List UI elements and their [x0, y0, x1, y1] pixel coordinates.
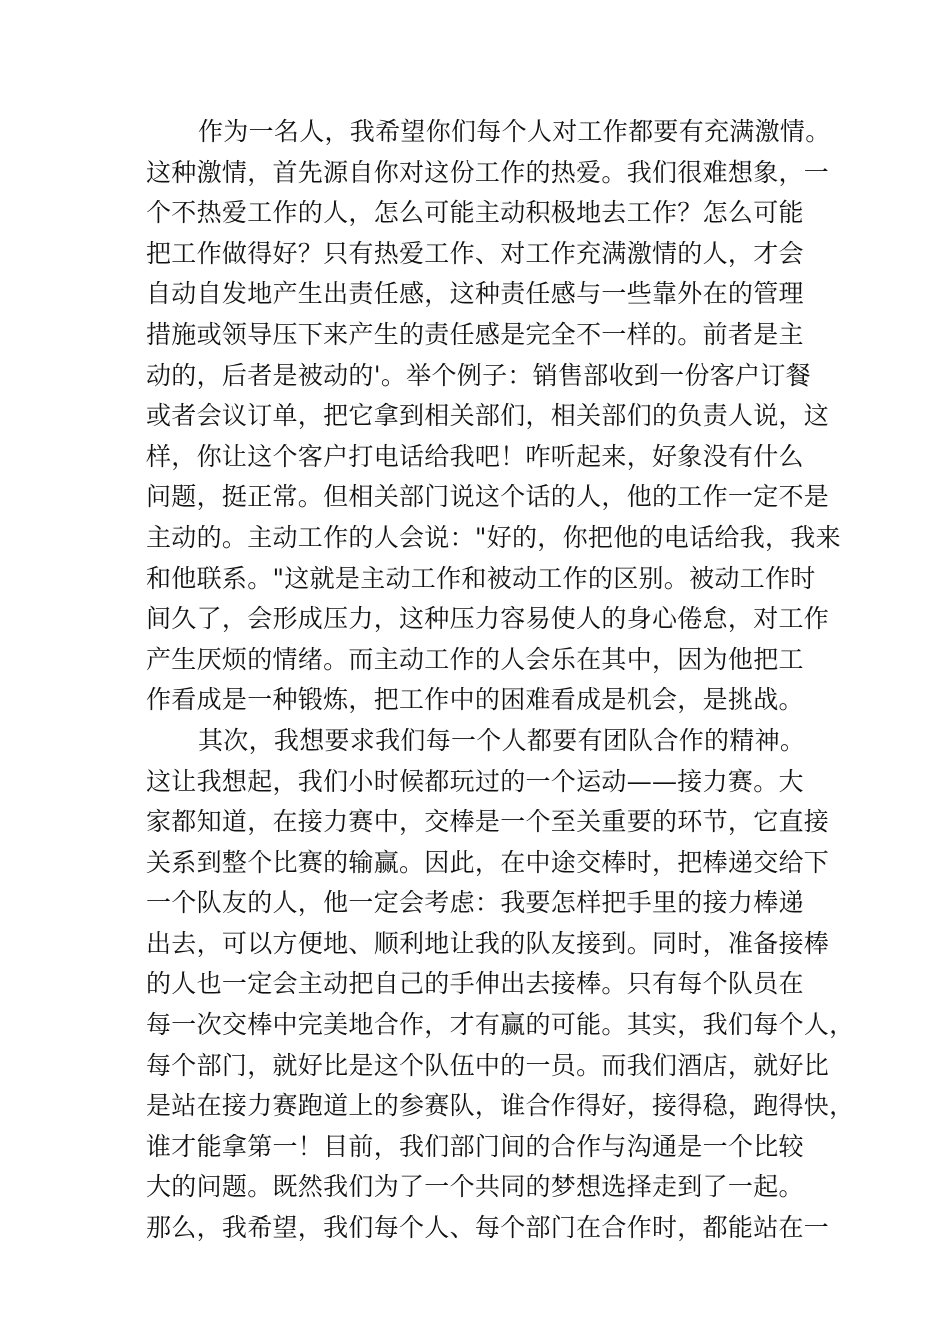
paragraph-2-line-2: 这让我想起，我们小时候都玩过的一个运动——接力赛。大: [146, 766, 804, 796]
paragraph-2-line-3: 家都知道，在接力赛中，交棒是一个至关重要的环节，它直接: [146, 807, 830, 837]
paragraph-1-line-7: 动的，后者是被动的'。举个例子：销售部收到一份客户订餐: [146, 360, 811, 390]
paragraph-2-line-5: 一个队友的人，他一定会考虑：我要怎样把手里的接力棒递: [146, 888, 804, 918]
body-text: [146, 112, 855, 1249]
paragraph-2-line-13: 那么，我希望，我们每个人、每个部门在合作时，都能站在一: [146, 1213, 830, 1243]
paragraph-2-line-9: 每个部门，就好比是这个队伍中的一员。而我们酒店，就好比: [146, 1050, 830, 1080]
paragraph-2-line-1: 其次，我想要求我们每一个人都要有团队合作的精神。: [198, 725, 806, 755]
paragraph-1-line-5: 自动自发地产生出责任感，这种责任感与一些靠外在的管理: [146, 279, 804, 309]
paragraph-1-line-11: 主动的。主动工作的人会说："好的，你把他的电话给我，我来: [146, 522, 841, 552]
paragraph-1-line-6: 措施或领导压下来产生的责任感是完全不一样的。前者是主: [146, 319, 804, 349]
paragraph-1-line-9: 样，你让这个客户打电话给我吧！咋听起来，好象没有什么: [146, 441, 804, 471]
paragraph-2-line-11: 谁才能拿第一！目前，我们部门间的合作与沟通是一个比较: [146, 1131, 804, 1161]
paragraph-1-line-8: 或者会议订单，把它拿到相关部们，相关部们的负责人说，这: [146, 401, 830, 431]
paragraph-1-line-3: 个不热爱工作的人，怎么可能主动积极地去工作？怎么可能: [146, 198, 804, 228]
paragraph-1-line-14: 产生厌烦的情绪。而主动工作的人会乐在其中，因为他把工: [146, 644, 804, 674]
paragraph-2-line-7: 的人也一定会主动把自己的手伸出去接棒。只有每个队员在: [146, 969, 804, 999]
paragraph-1-line-10: 问题，挺正常。但相关部门说这个话的人，他的工作一定不是: [146, 482, 830, 512]
paragraph-1-line-15: 作看成是一种锻炼，把工作中的困难看成是机会，是挑战。: [146, 685, 804, 715]
paragraph-1-line-12: 和他联系。"这就是主动工作和被动工作的区别。被动工作时: [146, 563, 816, 593]
paragraph-2-line-12: 大的问题。既然我们为了一个共同的梦想选择走到了一起。: [146, 1172, 804, 1202]
paragraph-2-line-6: 出去，可以方便地、顺利地让我的队友接到。同时，准备接棒: [146, 928, 830, 958]
paragraph-1-line-1: 作为一名人，我希望你们每个人对工作都要有充满激情。: [198, 117, 831, 146]
paragraph-2-line-8: 每一次交棒中完美地合作，才有赢的可能。其实，我们每个人，: [146, 1010, 855, 1040]
paragraph-2-line-10: 是站在接力赛跑道上的参赛队，谁合作得好，接得稳，跑得快，: [146, 1091, 855, 1121]
paragraph-1-line-13: 间久了，会形成压力，这种压力容易使人的身心倦怠，对工作: [146, 604, 830, 634]
paragraph-1-line-4: 把工作做得好？只有热爱工作、对工作充满激情的人，才会: [146, 238, 804, 268]
paragraph-2-line-4: 关系到整个比赛的输赢。因此，在中途交棒时，把棒递交给下: [146, 847, 830, 877]
paragraph-1-line-2: 这种激情，首先源自你对这份工作的热爱。我们很难想象，一: [146, 157, 830, 187]
